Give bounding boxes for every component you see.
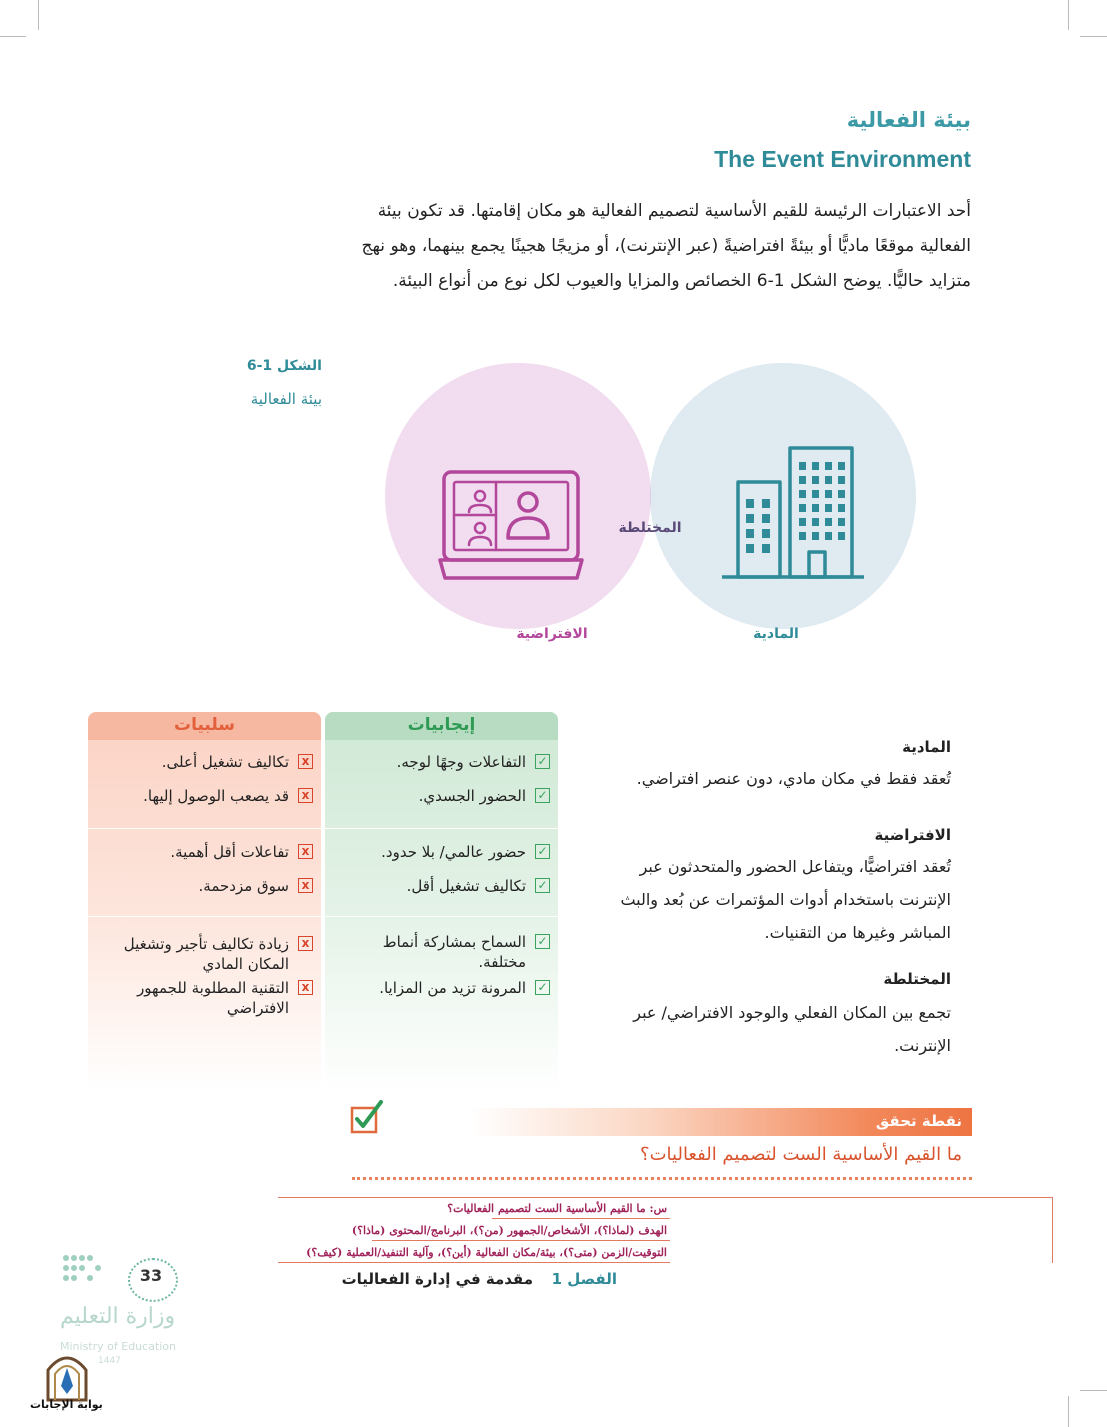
portal-name: بوابة الإجابات (30, 1398, 103, 1411)
definition-title-hybrid: المختلطة (883, 970, 951, 988)
crop-mark (1080, 36, 1107, 37)
intro-paragraph: أحد الاعتبارات الرئيسة للقيم الأساسية لتصميم الفعالية هو مكان إقامتها. قد تكون بيئة الفعالية موقعًا ماديًّا أو بيئةً افتراضيةً (عبر الإنترنت)، أو مزيجًا هجينًا يجمع بينهما، وهو نهج متزايد حاليًّا. يوضح الشكل 1-6 الخصائص والمزايا والعيوب لكل نوع من أنواع البيئة. (361, 201, 971, 291)
venn-diagram (384, 362, 922, 672)
definition-text-virtual: تُعقد افتراضيًّا، ويتفاعل الحضور والمتحدثون عبر الإنترنت باستخدام أدوات المؤتمرات عن بُعد والبث المباشر وغيرها من التقنيات. (620, 857, 951, 942)
positives-column (325, 712, 558, 1092)
handwritten-answer-line1: الهدف (لماذا؟)، الأشخاص/الجمهور (من؟)، البرنامج/المحتوى (ماذا؟) (351, 1224, 667, 1237)
underline (278, 1262, 670, 1263)
negative-item: x تفاعلات أقل أهمية. (98, 842, 313, 862)
positive-item: ✓ السماح بمشاركة أنماط مختلفة. (335, 932, 550, 972)
crop-mark (1068, 1396, 1069, 1427)
checkpoint-label: نقطة تحقق (875, 1112, 962, 1130)
physical-circle (650, 363, 916, 629)
positive-item: ✓ المرونة تزيد من المزايا. (335, 978, 550, 998)
footer-chapter: الفصل 1 (551, 1270, 617, 1288)
crop-mark (1080, 1390, 1107, 1391)
venn-label-hybrid: المختلطة (618, 520, 682, 536)
ministry-name-arabic: وزارة التعليم (60, 1304, 176, 1329)
underline (372, 1240, 670, 1241)
crop-mark (38, 0, 39, 30)
section-title-english: The Event Environment (714, 146, 971, 172)
dotted-divider (352, 1177, 972, 1182)
handwritten-question: س: ما القيم الأساسية الست لتصميم الفعاليات؟ (447, 1202, 667, 1215)
negative-item: x تكاليف تشغيل أعلى. (98, 752, 313, 772)
negative-item: x سوق مزدحمة. (98, 876, 313, 896)
positive-item: ✓ تكاليف تشغيل أقل. (335, 876, 550, 896)
positive-item: ✓ حضور عالمي/ بلا حدود. (335, 842, 550, 862)
definition-text-physical: تُعقد فقط في مكان مادي، دون عنصر افتراضي. (636, 769, 951, 788)
definition-text-hybrid: تجمع بين المكان الفعلي والوجود الافتراضي/ عبر الإنترنت. (633, 1003, 951, 1055)
ministry-name-english: Ministry of Education (60, 1340, 177, 1353)
venn-label-virtual: الافتراضية (516, 626, 588, 642)
figure-label: الشكل 1-6 (246, 358, 322, 374)
positives-header: إيجابيات (325, 712, 558, 740)
negatives-header: سلبيات (88, 712, 321, 740)
negative-item: x زيادة تكاليف تأجير وتشغيل المكان المادي (98, 934, 313, 974)
checkpoint-question: ما القيم الأساسية الست لتصميم الفعاليات؟ (640, 1144, 962, 1165)
footer-title: مقدمة في إدارة الفعاليات (341, 1270, 533, 1288)
definition-title-virtual: الافتراضية (874, 826, 951, 844)
ministry-logo-dots (62, 1252, 122, 1292)
virtual-circle (385, 363, 651, 629)
negatives-column (88, 712, 321, 1092)
checkbox-checked-icon (350, 1100, 384, 1134)
answer-box-top (278, 1197, 1052, 1198)
crop-mark (1068, 0, 1069, 30)
page-number: 33 (139, 1266, 163, 1285)
negative-item: x قد يصعب الوصول إليها. (98, 786, 313, 806)
positive-item: ✓ التفاعلات وجهًا لوجه. (335, 752, 550, 772)
portal-logo-icon (42, 1348, 92, 1404)
section-title-arabic: بيئة الفعالية (846, 108, 971, 132)
underline (492, 1218, 670, 1219)
pros-cons-table (88, 712, 564, 1092)
figure-caption: بيئة الفعالية (250, 390, 322, 408)
venn-label-physical: المادية (753, 626, 799, 642)
positive-item: ✓ الحضور الجسدي. (335, 786, 550, 806)
answer-box-right (1052, 1197, 1053, 1263)
definition-title-physical: المادية (902, 738, 951, 756)
handwritten-answer-line2: التوقيت/الزمن (متى؟)، بيئة/مكان الفعالية (أين؟)، وآلية التنفيذ/العملية (كيف؟) (306, 1246, 667, 1259)
crop-mark (0, 36, 26, 37)
negative-item: x التقنية المطلوبة للجمهور الافتراضي (98, 978, 313, 1018)
ministry-year: 1447 (98, 1356, 121, 1366)
